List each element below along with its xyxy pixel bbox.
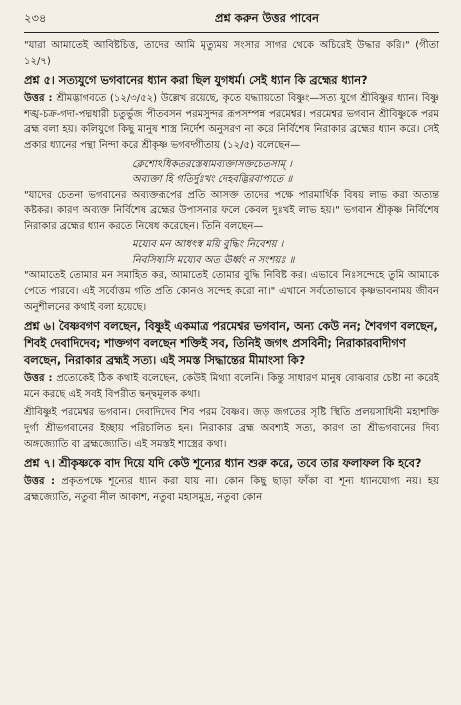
answer-6-label: উত্তর : [24, 373, 53, 385]
verse-1-line-1: ক্লেশোঽধিকতরস্তেষামব্যক্তাসক্তচেতসাম্ । [132, 158, 292, 170]
question-5 [24, 72, 439, 89]
quote-paragraph: "যারা আমাতেই আবিষ্টচিত্ত, তাদের আমি মৃত্যুময় সংসার সাগর থেকে অচিরেই উদ্ধার করি।" (গীতা ১২/৭) [24, 40, 439, 67]
answer-5-text: শ্রীমদ্ভাগবতে (১২/৩/৫২) উল্লেখ রয়েছে, কৃতে যদ্ধ্যায়তো বিষ্ণুং—সত্য যুগে শ্রীবিষ্ণুর ধ্যান। বিষ্ণু শঙ্খ-চক্র-গদা-পদ্মধারী চতুর্ভুজ পীতবসন পরমসুন্দর রূপসম্পন্ন পরমেশ্বর। পরমেশ্বর ভগবান শ্রীবিষ্ণুকে পরম ব্রহ্ম বলা হয়। কলিযুগে কিছু মানুষ শাস্ত্র নির্দেশ অনুসরণ না করে নির্বিশেষ নিরাকার ব্রহ্মের ধ্যান করে। সেই প্রকার ধ্যানের পন্থা নিন্দা করে শ্রীকৃষ্ণ ভগবদ্গীতায় (১২/৫) বলেছেন— [24, 93, 439, 151]
question-6-label: প্রশ্ন ৬। [24, 320, 55, 334]
verse-2-meaning: "আমাতেই তোমার মন সমাহিত কর, আমাতেই তোমার বুদ্ধি নিবিষ্ট কর। এভাবে নিঃসন্দেহে তুমি আমাকে পেতে পারবে। এই সর্বোত্তম গতি প্রতি কোনও সন্দেহ করো না।" এখানে সর্বতোভাবে কৃষ্ণভাবনাময় জীবন অনুশীলনের কথাই বলা হয়েছে। [24, 270, 439, 313]
answer-6-continued: শ্রীবিষ্ণুই পরমেশ্বর ভগবান। দেবাদিদেব শিব পরম বৈষ্ণব। জড় জগতের সৃষ্টি স্থিতি প্রলয়সাধিনী মহাশক্তি দুর্গা শ্রীভগবানের ইচ্ছায় পরিচালিত হন। নিরাকার ব্রহ্ম অবশ্যই সত্য, কারণ তা শ্রীভগবানের দিব্য অঙ্গজ্যোতি বা ব্রহ্মজ্যোতি। এই সমস্তই শাস্ত্রের কথা। [24, 407, 439, 450]
running-title: প্রশ্ন করুন উত্তর পাবেন [214, 11, 319, 25]
answer-5-label: উত্তর : [24, 93, 53, 105]
page-number: ২৩৪ [24, 11, 47, 25]
answer-6 [24, 371, 439, 402]
verse-2-line-1: ময্যেব মন আধৎস্ব ময়ি বুদ্ধিং নিবেশয় । [132, 239, 284, 251]
answer-5 [24, 91, 439, 153]
question-6 [24, 318, 439, 369]
answer-7-text: প্রকৃতপক্ষে শূন্যের ধ্যান করা যায় না। কোন কিছু ছাড়া ফাঁকা বা শূন্য ধ্যানযোগ্য নয়। হয় ব্রহ্মজ্যোতি, নতুবা নীল আকাশ, নতুবা মহাসমুদ্র, নতুবা কোন [24, 476, 439, 503]
question-6-text: বৈষ্ণবগণ বলছেন, বিষ্ণুই একমাত্র পরমেশ্বর ভগবান, অন্য কেউ নন; শৈবগণ বলছেন, শিবই দেবাদিদেব; শাক্তগণ বলছেন শক্তিই সব, তিনিই জগৎ প্রসবিনী; নিরাকারবাদীগণ বলছেন, নিরাকার ব্রহ্মই সত্য। এই সমস্ত সিদ্ধান্তের মীমাংসা কি? [24, 320, 438, 368]
page-header [24, 10, 439, 33]
answer-7-label: উত্তর : [24, 476, 56, 488]
question-7-label: প্রশ্ন ৭। [24, 457, 55, 471]
question-5-label: প্রশ্ন ৫। [24, 74, 55, 88]
question-7 [24, 455, 439, 472]
verse-1-meaning: "যাদের চেতনা ভগবানের অব্যক্তরূপের প্রতি আসক্ত তাদের পক্ষে পারমার্থিক বিষয় লাভ করা অত্যন্ত কষ্টকর। কারণ অব্যক্ত নির্বিশেষ ব্রহ্মের উপাসনার ফলে কেবল দুঃখই লাভ হয়।" ভগবান শ্রীকৃষ্ণ নির্বিশেষ নিরাকার ব্রহ্মের ধ্যান করতে নিষেধ করেছেন। তিনি বলছেন— [24, 189, 439, 232]
verse-1-line-2: অব্যক্তা হি গতির্দুঃখং দেহবদ্ভিরবাপ্যতে ॥ [132, 174, 293, 186]
verse-2-line-2: নিবসিষ্যসি ময্যেব অত ঊর্ধ্বং ন সংশয়ঃ ॥ [132, 254, 295, 266]
question-5-text: সত্যযুগে ভগবানের ধ্যান করা ছিল যুগধর্ম। সেই ধ্যান কি ব্রহ্মের ধ্যান? [58, 74, 368, 88]
answer-6-text: প্রত্যেকেই ঠিক কথাই বলেছেন, কেউই মিথ্যা বলেনি। কিন্তু সাধারণ মানুষ বোঝবার চেষ্টা না করেই মনে করছে এই সবই বিপরীত দ্বন্দ্বমূলক কথা। [24, 373, 439, 400]
answer-7 [24, 474, 439, 505]
question-7-text: শ্রীকৃষ্ণকে বাদ দিয়ে যদি কেউ শূন্যের ধ্যান শুরু করে, তবে তার ফলাফল কি হবে? [58, 457, 422, 471]
